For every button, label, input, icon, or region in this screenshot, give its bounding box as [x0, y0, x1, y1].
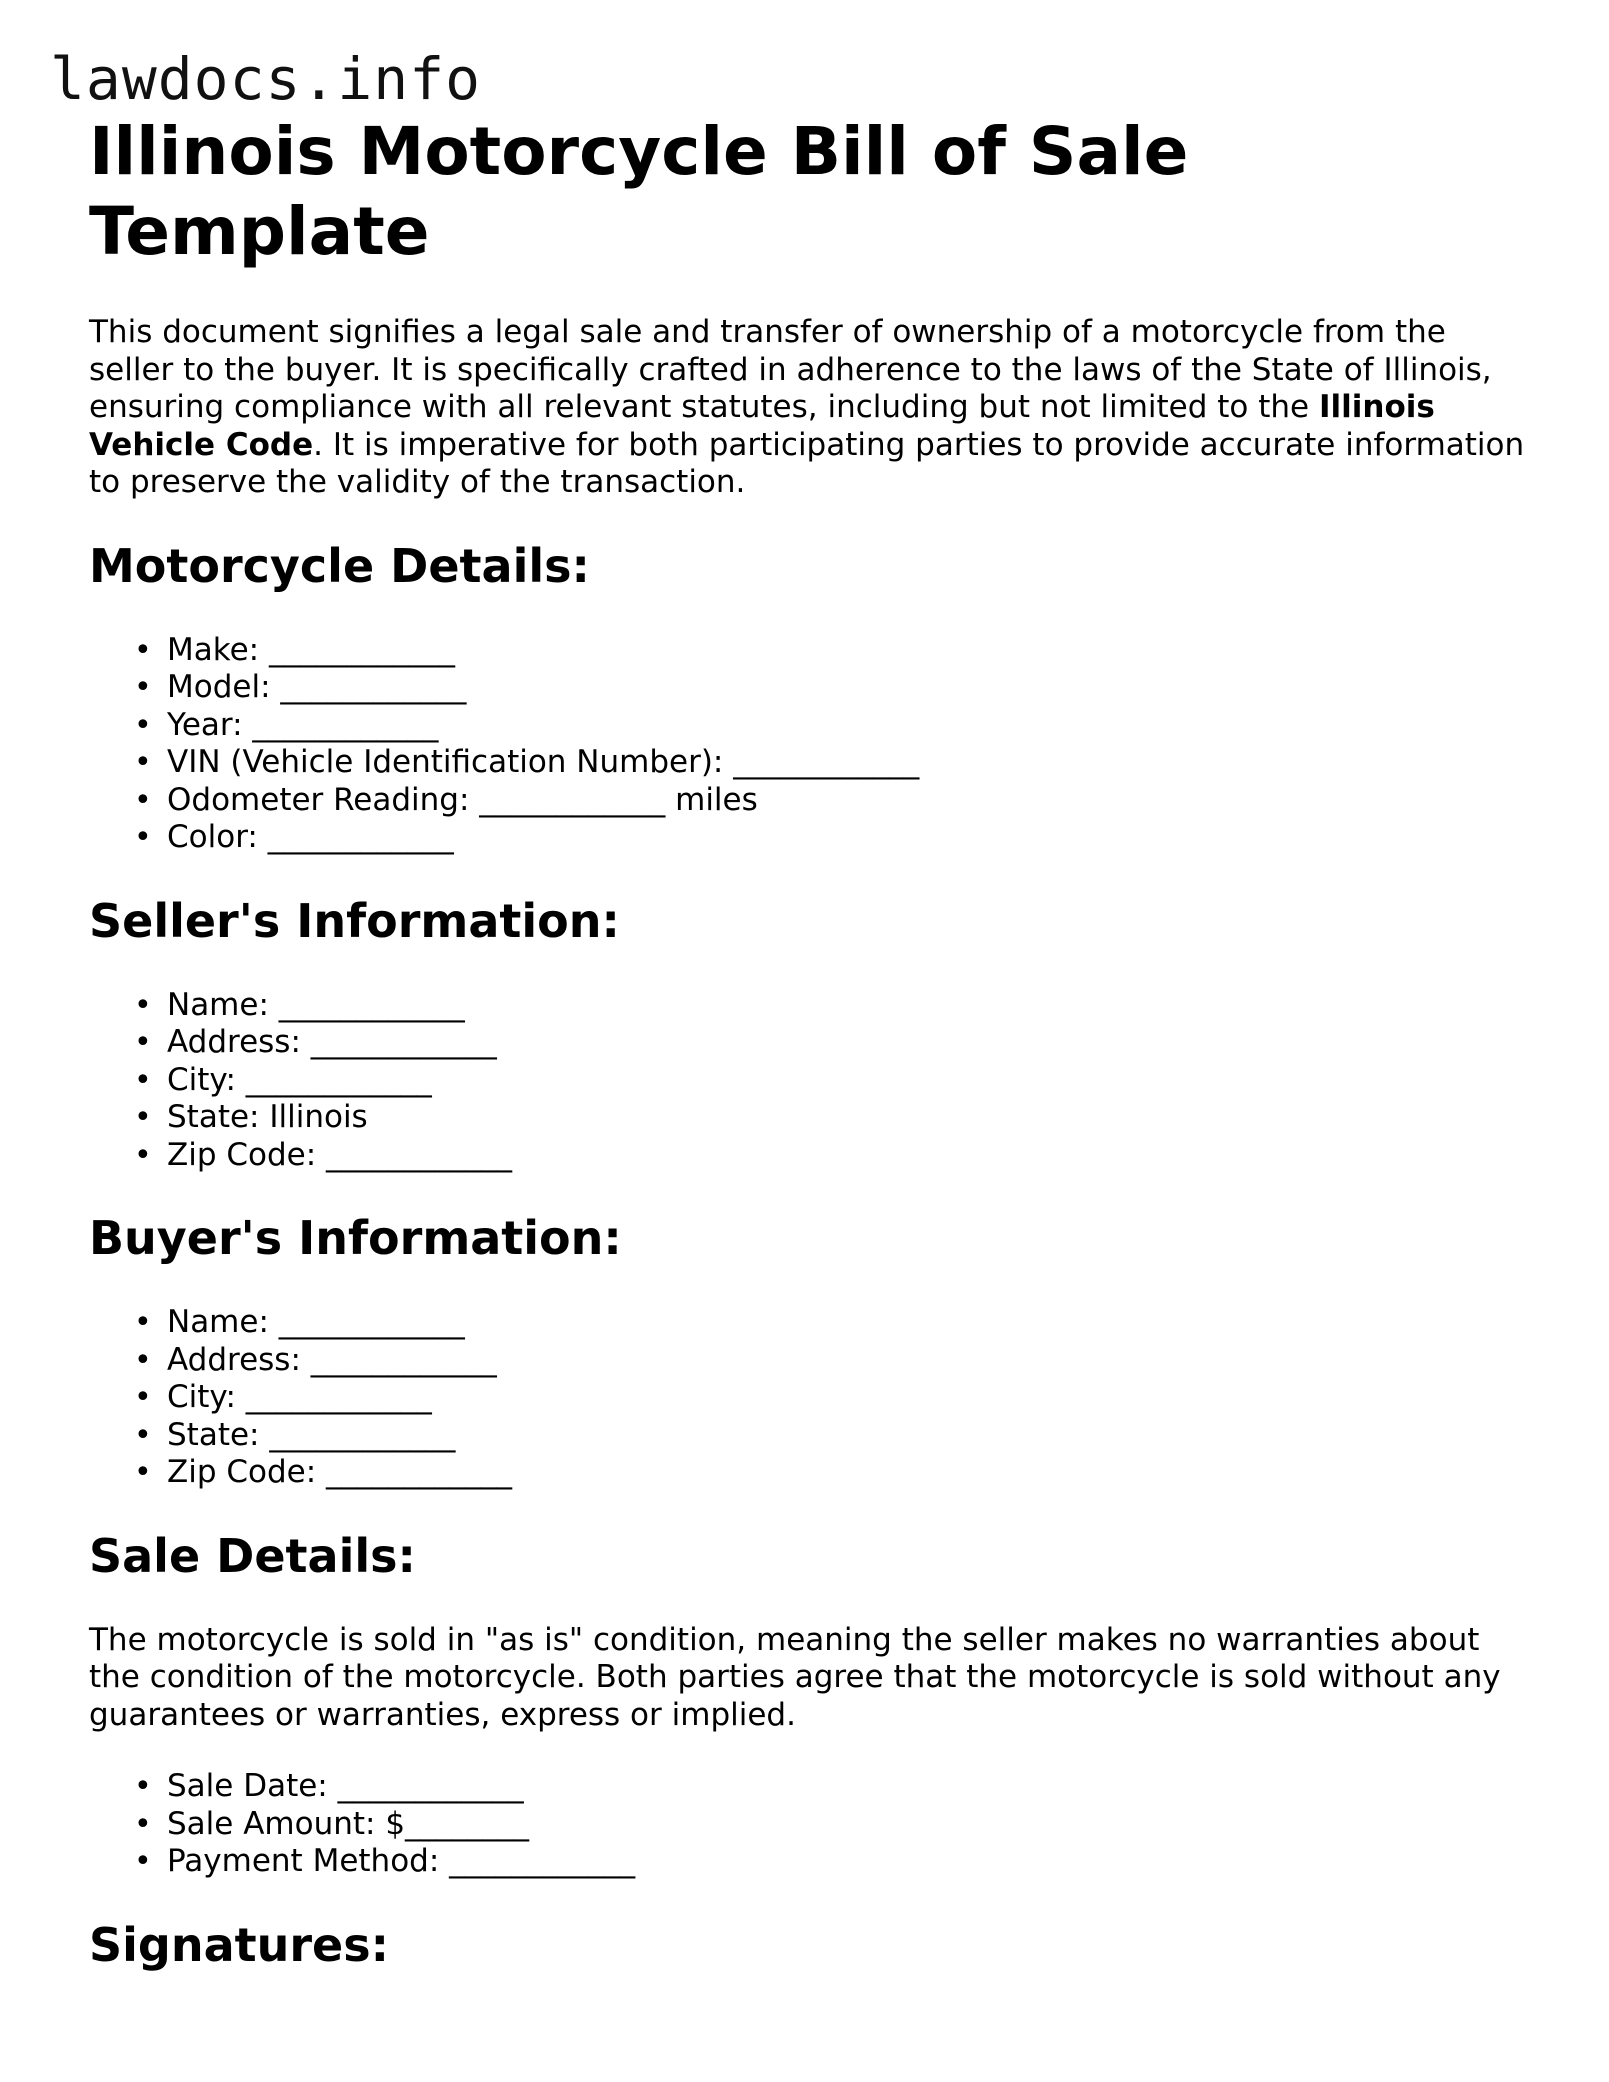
list-item — [89, 1768, 1529, 1806]
field-model: Model: ____________ — [167, 669, 467, 705]
bullet-icon: • — [134, 1455, 152, 1490]
seller-zip-field: Zip Code: ____________ — [167, 1136, 513, 1173]
seller-state-field: State: Illinois — [167, 1099, 368, 1135]
field-color: Color: ____________ — [167, 819, 454, 855]
motorcycle-details-heading: Motorcycle Details: — [89, 538, 590, 593]
bullet-icon: • — [134, 745, 152, 780]
bullet-icon: • — [134, 632, 152, 668]
sale-details-list — [89, 1768, 1529, 1881]
field-year: Year: ____________ — [167, 706, 439, 743]
list-item — [89, 1806, 1529, 1844]
sale-details-heading: Sale Details: — [89, 1528, 416, 1583]
buyer-address-field: Address: ____________ — [167, 1341, 497, 1378]
bullet-icon: • — [134, 1769, 152, 1804]
bullet-icon: • — [134, 1137, 152, 1173]
motorcycle-details-list — [89, 632, 1529, 857]
bullet-icon: • — [134, 707, 152, 743]
signatures-heading: Signatures: — [89, 1917, 390, 1972]
buyer-info-heading: Buyer's Information: — [89, 1211, 622, 1265]
field-vin: VIN (Vehicle Identification Number): ____________ — [167, 744, 920, 780]
seller-info-heading: Seller's Information: — [89, 893, 620, 948]
bullet-icon: • — [134, 1844, 152, 1879]
list-item — [89, 1137, 1529, 1175]
list-item — [89, 669, 1529, 707]
site-logo-text: lawdocs.info — [50, 45, 482, 113]
bullet-icon: • — [134, 1100, 152, 1135]
payment-method-field: Payment Method: ____________ — [167, 1843, 636, 1879]
field-odometer: Odometer Reading: ____________ miles — [167, 781, 758, 818]
bullet-icon: • — [134, 1025, 152, 1060]
list-item — [89, 1454, 1529, 1492]
sale-condition-paragraph: The motorcycle is sold in "as is" condition, meaning the seller makes no warranties about the condition of the motorcycle. Both parties agree that the motorcycle is sold without any guarantees or warranties, express or implied. — [89, 1621, 1501, 1733]
buyer-zip-field: Zip Code: ____________ — [167, 1454, 513, 1490]
seller-info-list — [89, 987, 1529, 1175]
list-item — [89, 1099, 1529, 1137]
list-item — [89, 1843, 1529, 1881]
bullet-icon: • — [134, 1305, 152, 1340]
buyer-city-field: City: ____________ — [167, 1379, 432, 1415]
bullet-icon: • — [134, 1062, 152, 1098]
buyer-state-field: State: ____________ — [167, 1416, 456, 1453]
list-item — [89, 819, 1529, 857]
intro-paragraph — [89, 314, 1529, 502]
list-item — [89, 707, 1529, 745]
list-item — [89, 1304, 1529, 1342]
list-item — [89, 1062, 1529, 1100]
list-item — [89, 1024, 1529, 1062]
list-item — [89, 1417, 1529, 1455]
seller-address-field: Address: ____________ — [167, 1024, 497, 1060]
sale-amount-field: Sale Amount: $________ — [167, 1805, 530, 1842]
list-item — [89, 1342, 1529, 1380]
bullet-icon: • — [134, 670, 152, 705]
buyer-info-list — [89, 1304, 1529, 1492]
seller-city-field: City: ____________ — [167, 1061, 432, 1098]
list-item — [89, 987, 1529, 1025]
document-title: Illinois Motorcycle Bill of Sale Template — [89, 113, 1189, 270]
buyer-name-field: Name: ____________ — [167, 1304, 465, 1340]
list-item — [89, 1379, 1529, 1417]
bullet-icon: • — [134, 1342, 152, 1378]
intro-text-after: . It is imperative for both participating parties to provide accurate information to preserve the validity of the transaction. — [89, 426, 1525, 500]
list-item — [89, 744, 1529, 782]
sale-date-field: Sale Date: ____________ — [167, 1768, 524, 1804]
bullet-icon: • — [134, 1806, 152, 1842]
bullet-icon: • — [134, 782, 152, 818]
list-item — [89, 782, 1529, 820]
document-body — [89, 112, 1529, 1973]
intro-bold-term: Illinois Vehicle Code — [89, 389, 1435, 463]
field-make: Make: ____________ — [167, 631, 455, 668]
bullet-icon: • — [134, 1380, 152, 1415]
bullet-icon: • — [134, 820, 152, 855]
intro-text-before: This document signifies a legal sale and transfer of ownership of a motorcycle from the seller to the buyer. It is specifically crafted in adherence to the laws of the State of Illinois, ensuring compliance with all relevant statutes, including but not limited to the — [89, 314, 1492, 425]
bullet-icon: • — [134, 987, 152, 1023]
list-item — [89, 632, 1529, 670]
bullet-icon: • — [134, 1417, 152, 1453]
seller-name-field: Name: ____________ — [167, 986, 465, 1023]
